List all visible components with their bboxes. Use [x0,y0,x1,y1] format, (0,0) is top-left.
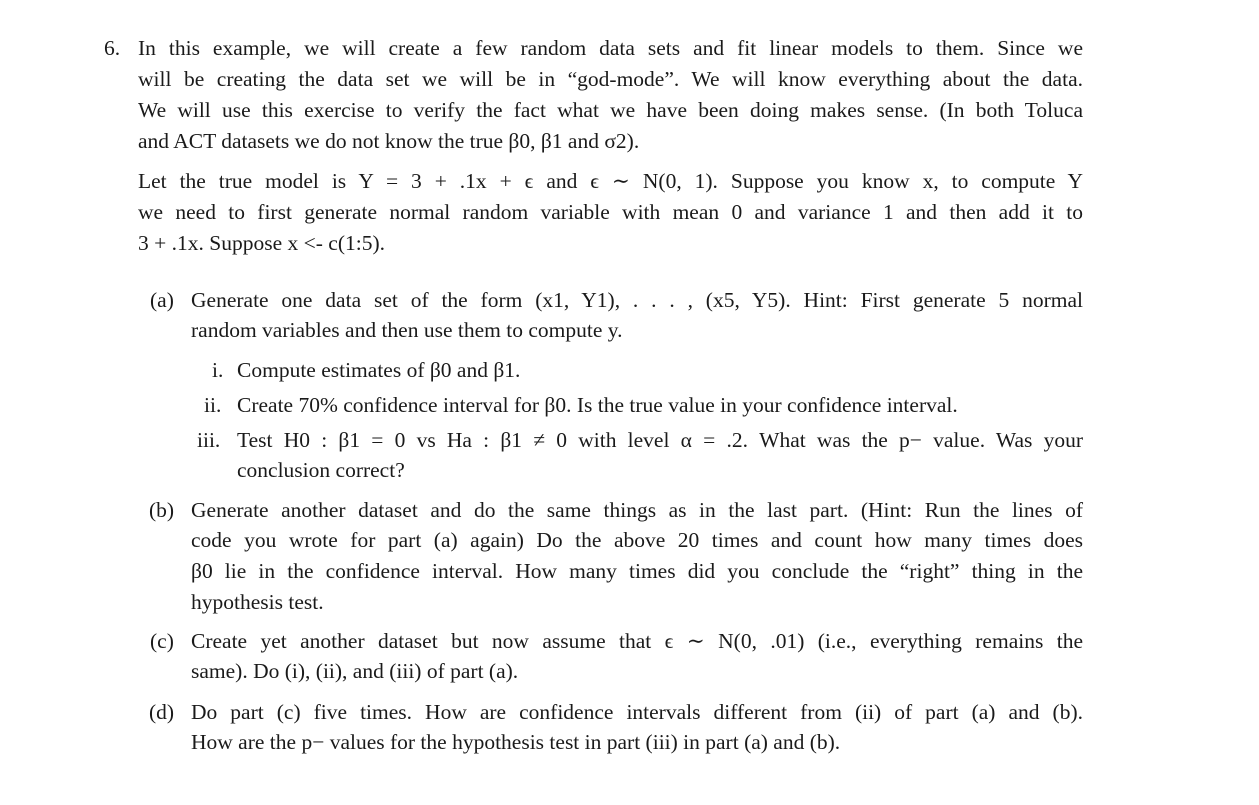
intro-line-3: We will use this exercise to verify the fact what we have been doing makes sense. (In both Toluca [138,98,1083,122]
problem-number: 6. [104,36,121,60]
part-c-line-1: Create yet another dataset but now assume that ϵ ∼ N(0, .01) (i.e., everything remains the [191,629,1083,653]
part-d-line-2: How are the p− values for the hypothesis test in part (iii) in part (a) and (b). [191,730,841,754]
subpart-label: ii. [204,393,222,417]
part-b-line-2: code you wrote for part (a) again) Do the above 20 times and count how many times does [191,528,1083,552]
intro-line-1: In this example, we will create a few random data sets and fit linear models to them. Since we [138,36,1083,60]
part-b-line-4: hypothesis test. [191,590,324,614]
part-a-line-1: Generate one data set of the form (x1, Y1), . . . , (x5, Y5). Hint: First generate 5 normal [191,288,1083,312]
subpart-label: i. [212,358,224,382]
subpart-label: iii. [197,428,221,452]
part-label: (c) [150,629,174,653]
part-label: (b) [149,498,175,522]
model-line-3: 3 + .1x. Suppose x <- c(1:5). [138,231,385,255]
part-b-line-3: β0 lie in the confidence interval. How many times did you conclude the “right” thing in the [191,559,1083,583]
subpart-i-text: Compute estimates of β0 and β1. [237,358,521,382]
part-label: (d) [149,700,175,724]
part-label: (a) [150,288,174,312]
intro-line-4: and ACT datasets we do not know the true β0, β1 and σ2). [138,129,640,153]
model-line-1: Let the true model is Y = 3 + .1x + ϵ and ϵ ∼ N(0, 1). Suppose you know x, to compute Y [138,169,1083,193]
model-line-2: we need to first generate normal random variable with mean 0 and variance 1 and then add it to [138,200,1083,224]
part-b-line-1: Generate another dataset and do the same things as in the last part. (Hint: Run the lines of [191,498,1083,522]
subpart-iii-line-1: Test H0 : β1 = 0 vs Ha : β1 ≠ 0 with level α = .2. What was the p− value. Was your [237,428,1083,452]
part-d-line-1: Do part (c) five times. How are confidence intervals different from (ii) of part (a) and (b). [191,700,1083,724]
intro-line-2: will be creating the data set we will be in “god-mode”. We will know everything about the data. [138,67,1083,91]
subpart-ii-text: Create 70% confidence interval for β0. Is the true value in your confidence interval. [237,393,958,417]
subpart-iii-line-2: conclusion correct? [237,458,405,482]
part-a-line-2: random variables and then use them to compute y. [191,318,623,342]
part-c-line-2: same). Do (i), (ii), and (iii) of part (a). [191,659,519,683]
